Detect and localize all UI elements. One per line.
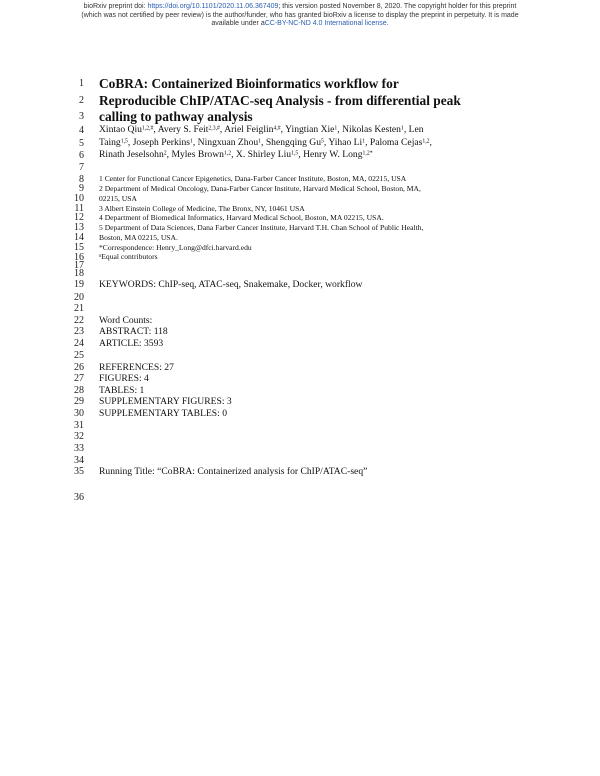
- author-name: Yingtian Xie: [285, 124, 335, 135]
- banner-line-1: bioRxiv preprint doi: https://doi.org/10.1101/2020.11.06.367409; this version posted November 8, 2020. The copyright holder for this preprint: [83, 3, 517, 10]
- line-number: 35: [74, 466, 84, 477]
- author-affiliation-marker: 1,5: [120, 138, 128, 145]
- author-name: Yihao Li: [328, 137, 363, 148]
- line-number: 25: [74, 350, 84, 361]
- line-number: 8: [79, 174, 84, 185]
- license-link[interactable]: CC-BY-NC-ND 4.0 International license: [264, 20, 387, 27]
- line-number: 20: [74, 292, 84, 303]
- author-affiliation-marker: 2: [163, 150, 167, 157]
- article-count: ARTICLE: 3593: [99, 338, 164, 349]
- equal-contributors-marker: #: [99, 252, 102, 258]
- author-name: Nikolas Kesten: [342, 124, 401, 135]
- author-affiliation-marker: 4,#: [273, 125, 281, 132]
- paper-title-line-2: Reproducible ChIP/ATAC-seq Analysis - from differential peak: [99, 93, 461, 108]
- affiliation-5-line-1: 5 Department of Data Sciences, Dana Farber Cancer Institute, Harvard T.H. Chan School of Public Health,: [99, 223, 424, 232]
- line-number: 33: [74, 443, 84, 454]
- line-number: 32: [74, 431, 84, 442]
- line-number: 27: [74, 373, 84, 384]
- author-line-2: Taing$^{1,5}$, Joseph Perkins$^1$, Ningxuan Zhou$^1$, Shengqing Gu$^5$, Yihao Li$^1$, Paloma Cejas$^{1,2}$,: [99, 137, 432, 148]
- tables-count: TABLES: 1: [99, 385, 145, 396]
- line-number: 1: [79, 78, 84, 89]
- author-name: Shengqing Gu: [265, 137, 322, 148]
- author-affiliation-marker: 1,2,#: [141, 125, 154, 132]
- preprint-banner: [0, 3, 600, 29]
- line-number: 34: [74, 455, 84, 466]
- keywords: KEYWORDS: ChIP-seq, ATAC-seq, Snakemake, Docker, workflow: [99, 279, 363, 290]
- line-number: 3: [79, 111, 84, 122]
- line-number: 6: [79, 150, 84, 161]
- author-name: Paloma Cejas: [369, 137, 423, 148]
- paper-title-line-3: calling to pathway analysis: [99, 109, 253, 124]
- author-affiliation-marker: 1: [258, 138, 262, 145]
- line-number: 22: [74, 315, 84, 326]
- line-number: 36: [74, 492, 84, 503]
- author-name: Rinath Jeselsohn: [99, 149, 164, 160]
- line-number: 13: [74, 222, 84, 233]
- line-number: 4: [79, 125, 84, 136]
- line-number: 2: [79, 95, 84, 106]
- references-count: REFERENCES: 27: [99, 362, 174, 373]
- author-affiliation-marker: 5: [321, 138, 324, 145]
- line-number: 11: [74, 203, 84, 214]
- author-affiliation-marker: 2,3,#: [208, 125, 220, 132]
- line-number: 29: [74, 396, 84, 407]
- affiliation-3: 3 Albert Einstein College of Medicine, The Bronx, NY, 10461 USA: [99, 204, 305, 213]
- author-affiliation-marker: 1: [334, 125, 338, 132]
- abstract-count: ABSTRACT: 118: [99, 326, 168, 337]
- line-number: 14: [74, 232, 84, 243]
- line-number: 19: [74, 279, 84, 290]
- banner-line-3: available under aCC-BY-NC-ND 4.0 International license.: [211, 20, 389, 27]
- line-number: 30: [74, 408, 84, 419]
- author-affiliation-marker: 1,2*: [362, 150, 373, 157]
- doi-link[interactable]: https://doi.org/10.1101/2020.11.06.367409: [147, 3, 279, 10]
- supplementary-tables-count: SUPPLEMENTARY TABLES: 0: [99, 408, 227, 419]
- line-number: 16: [74, 252, 84, 263]
- author-name: Henry W. Long: [303, 149, 363, 160]
- author-affiliation-marker: 1,2: [223, 150, 232, 157]
- banner-line-2: (which was not certified by peer review) is the author/funder, who has granted bioRxiv a license to display the preprint in perpetuity. It is made: [81, 11, 519, 19]
- author-affiliation-marker: 1: [362, 138, 366, 145]
- line-number: 5: [79, 138, 84, 149]
- line-number: 10: [74, 193, 84, 204]
- equal-contributors: #Equal contributors: [99, 252, 158, 261]
- line-number: 21: [74, 303, 84, 314]
- author-affiliation-marker: 1: [190, 138, 193, 145]
- author-name: X. Shirley Liu: [235, 149, 292, 160]
- figures-count: FIGURES: 4: [99, 373, 149, 384]
- supplementary-figures-count: SUPPLEMENTARY FIGURES: 3: [99, 396, 232, 407]
- line-number: 9: [79, 183, 84, 194]
- affiliation-5-line-2: Boston, MA 02215, USA.: [99, 233, 178, 242]
- author-line-3: Rinath Jeselsohn$^2$, Myles Brown$^{1,2}$, X. Shirley Liu$^{1,5}$, Henry W. Long$^{1,2*}$: [99, 149, 373, 160]
- correspondence: *Correspondence: Henry_Long@dfci.harvard.edu: [99, 243, 252, 252]
- author-name: Ningxuan Zhou: [197, 137, 259, 148]
- affiliation-2-line-1: 2 Department of Medical Oncology, Dana-Farber Cancer Institute, Harvard Medical School, Boston, MA,: [99, 184, 421, 193]
- affiliation-4: 4 Department of Biomedical Informatics, Harvard Medical School, Boston, MA 02215, USA.: [99, 213, 384, 222]
- affiliation-1: 1 Center for Functional Cancer Epigenetics, Dana-Farber Cancer Institute, Boston, MA, 02215, USA: [99, 174, 407, 183]
- line-number: 31: [74, 420, 84, 431]
- line-number: 15: [74, 242, 84, 253]
- author-name: Joseph Perkins: [132, 137, 190, 148]
- line-number: 24: [74, 338, 84, 349]
- author-name: Xintao Qiu: [99, 124, 142, 135]
- line-number: 17: [74, 260, 84, 271]
- author-line-1: Xintao Qiu$^{1,2,\#}$, Avery S. Feit$^{2,3,\#}$, Ariel Feiglin$^{4,\#}$, Yingtian Xie$^1$, Nikolas Kesten$^1$, Len: [99, 124, 424, 135]
- paper-title-line-1: CoBRA: Containerized Bioinformatics workflow for: [99, 76, 399, 91]
- author-affiliation-marker: 1: [400, 125, 404, 132]
- author-name: Avery S. Feit: [157, 124, 209, 135]
- line-number: 12: [74, 212, 84, 223]
- line-number: 23: [74, 326, 84, 337]
- affiliation-2-line-2: 02215, USA: [99, 194, 137, 203]
- author-affiliation-marker: 1,2: [422, 138, 430, 145]
- line-number: 18: [74, 268, 84, 279]
- word-counts-heading: Word Counts:: [99, 315, 153, 326]
- line-number: 28: [74, 385, 84, 396]
- author-affiliation-marker: 1,5: [291, 150, 299, 157]
- author-name: Ariel Feiglin: [224, 124, 274, 135]
- author-name: Myles Brown: [171, 149, 224, 160]
- line-number: 26: [74, 362, 84, 373]
- line-number: 7: [79, 162, 84, 173]
- running-title: Running Title: “CoBRA: Containerized analysis for ChIP/ATAC-seq”: [99, 466, 368, 477]
